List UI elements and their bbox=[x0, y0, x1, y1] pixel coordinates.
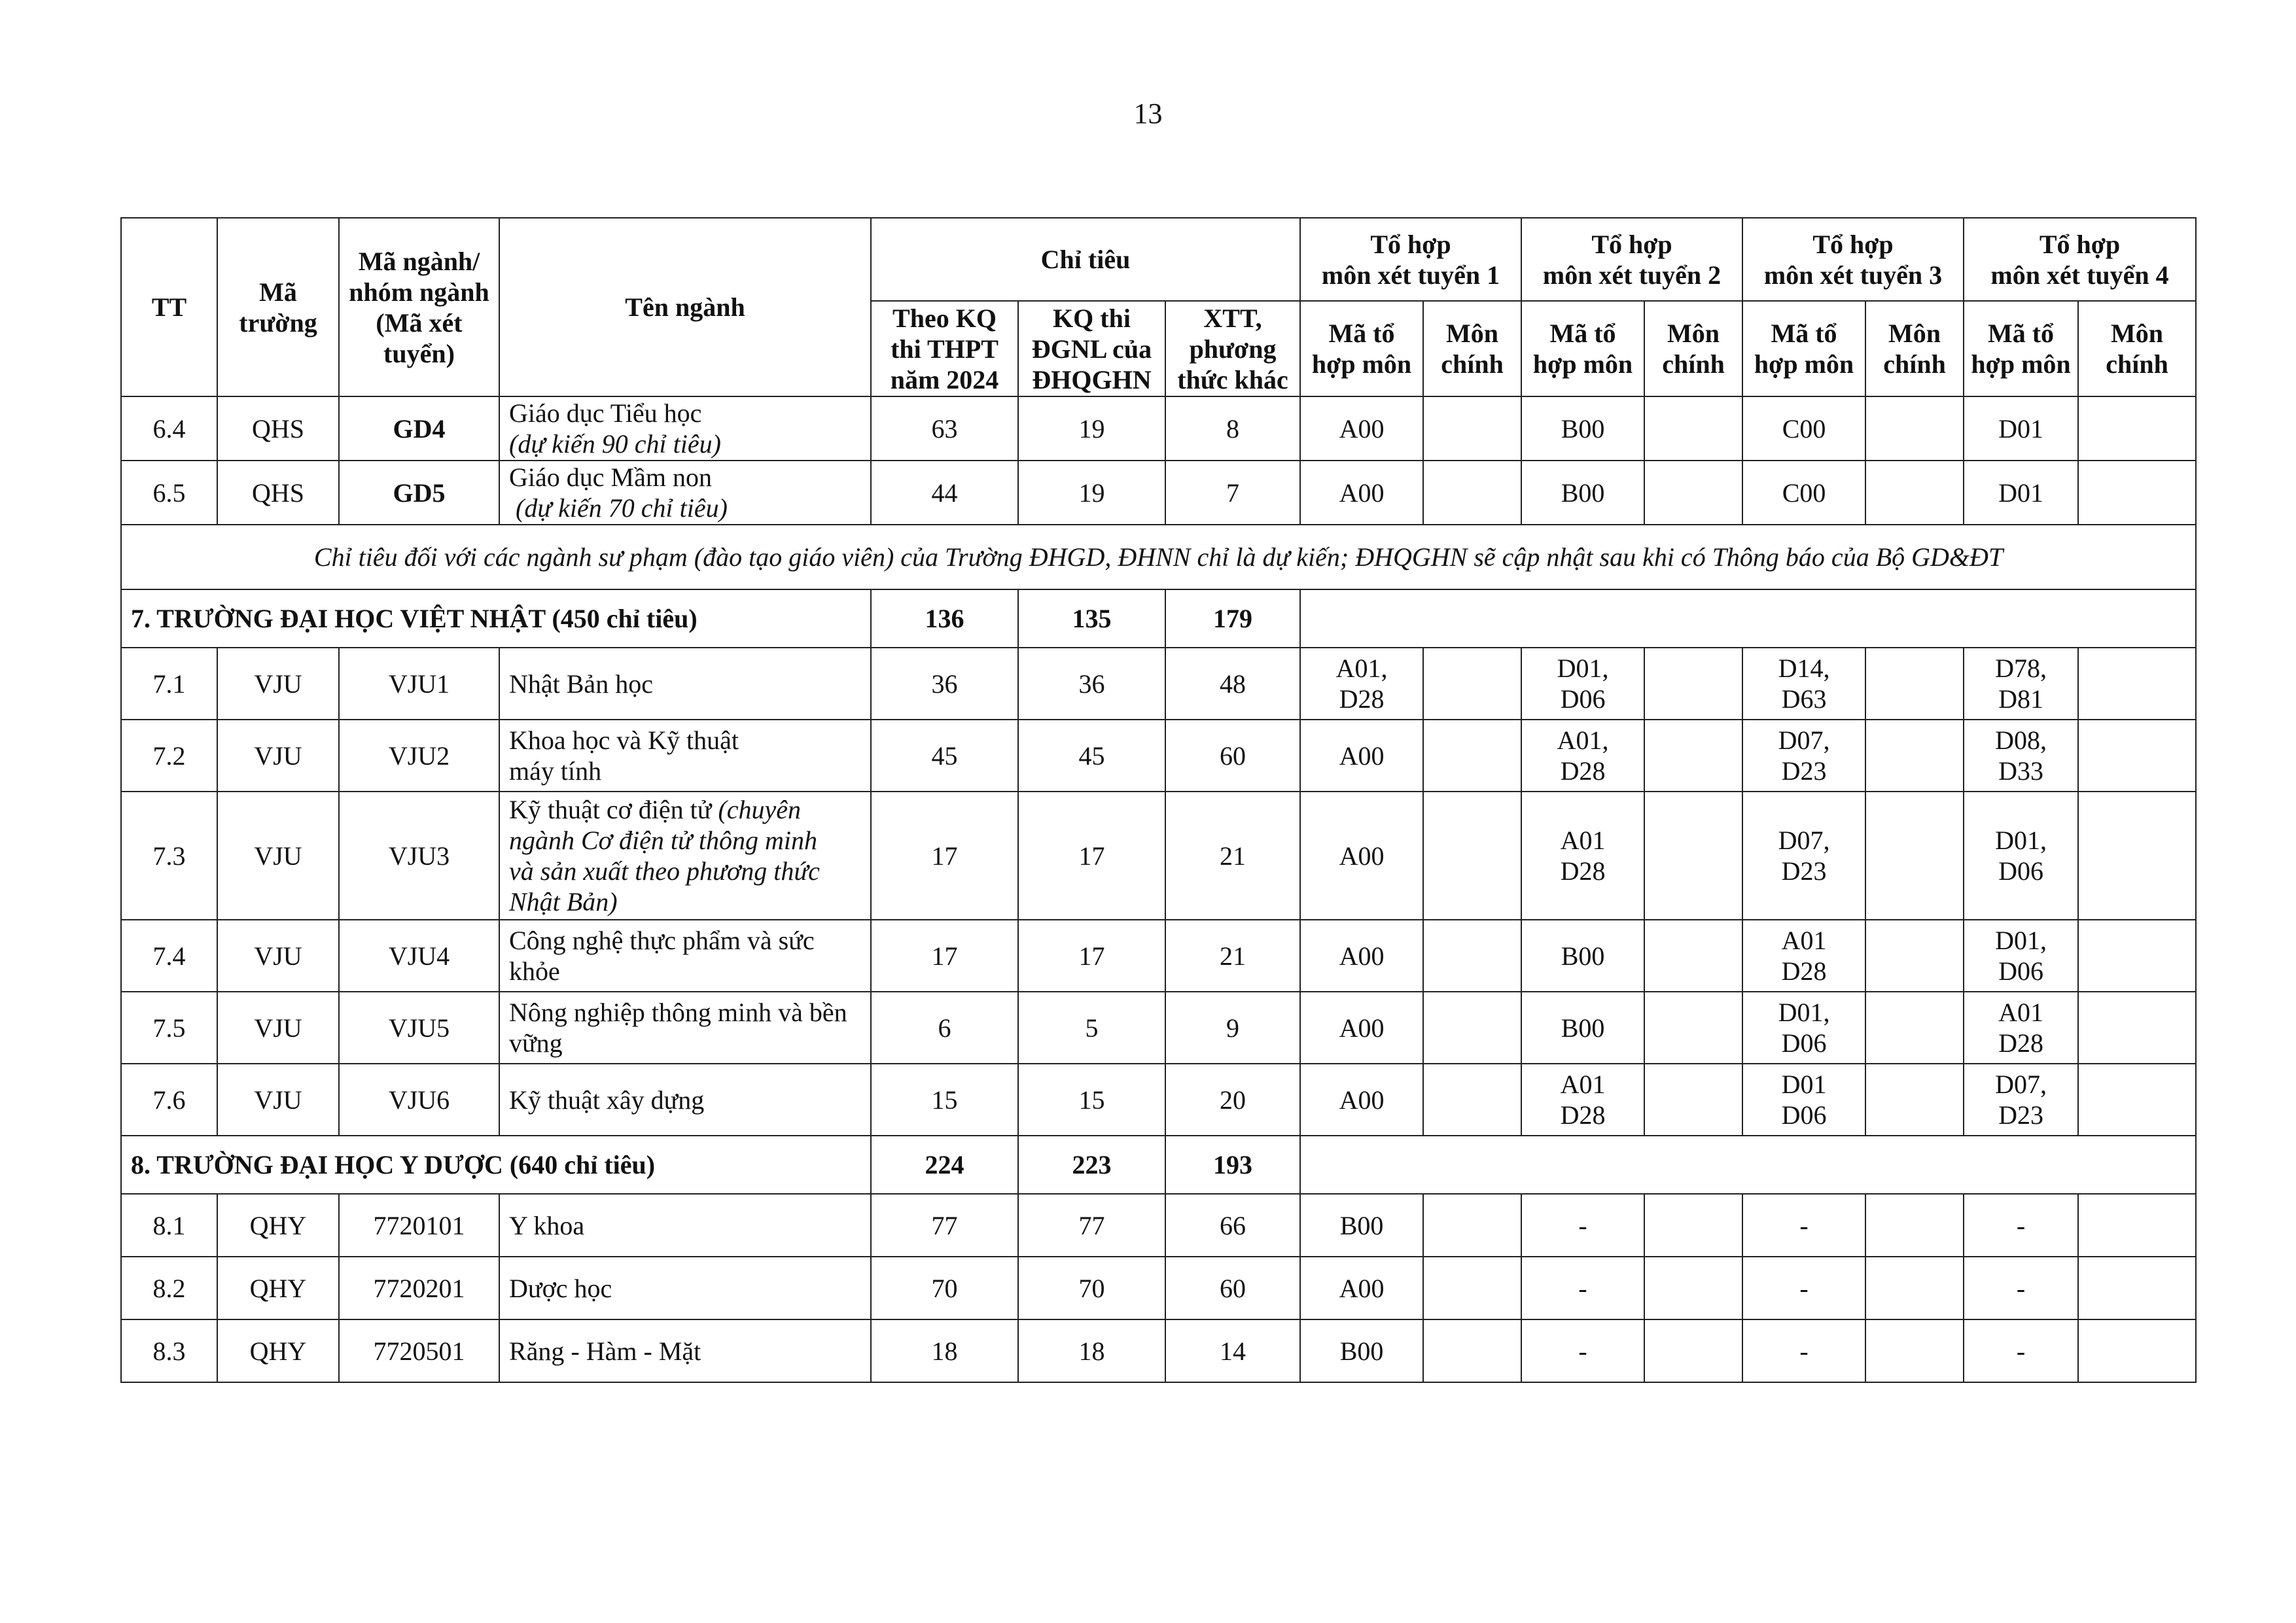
note-row bbox=[121, 525, 2196, 589]
table-row bbox=[121, 396, 2196, 461]
cell-truong: VJU bbox=[217, 920, 339, 992]
page-number: 13 bbox=[1133, 97, 1163, 130]
section-row bbox=[121, 589, 2196, 648]
cell-mon-chinh-3 bbox=[1865, 461, 1964, 525]
header-mon-chinh-1: Môn chính bbox=[1423, 301, 1521, 396]
header-to-hop-1: Tổ hợp môn xét tuyển 1 bbox=[1300, 218, 1521, 301]
section-row bbox=[121, 1136, 2196, 1194]
cell-ma-nganh: VJU4 bbox=[339, 920, 499, 992]
cell-mon-chinh-3 bbox=[1865, 920, 1964, 992]
header-xtt: XTT, phương thức khác bbox=[1165, 301, 1300, 396]
cell-ten-nganh: Giáo dục Mầm non (dự kiến 70 chỉ tiêu) bbox=[499, 461, 871, 525]
cell-to-hop-3: D14, D63 bbox=[1742, 648, 1865, 720]
cell-thpt: 77 bbox=[871, 1194, 1018, 1257]
cell-ten-nganh: Y khoa bbox=[499, 1194, 871, 1257]
cell-to-hop-4: - bbox=[1964, 1319, 2078, 1382]
cell-to-hop-1: A00 bbox=[1300, 461, 1423, 525]
header-ma-nganh: Mã ngành/ nhóm ngành (Mã xét tuyển) bbox=[339, 218, 499, 396]
cell-mon-chinh-2 bbox=[1644, 1064, 1742, 1136]
header-ten-nganh: Tên ngành bbox=[499, 218, 871, 396]
cell-mon-chinh-1 bbox=[1423, 792, 1521, 920]
cell-ma-nganh: GD4 bbox=[339, 396, 499, 461]
section-title: 7. TRƯỜNG ĐẠI HỌC VIỆT NHẬT (450 chỉ tiêu) bbox=[121, 589, 871, 648]
table-row bbox=[121, 648, 2196, 720]
cell-truong: VJU bbox=[217, 720, 339, 792]
cell-ten-nganh: Giáo dục Tiểu học (dự kiến 90 chỉ tiêu) bbox=[499, 396, 871, 461]
table-row bbox=[121, 1257, 2196, 1319]
quota-note: Chỉ tiêu đối với các ngành sư phạm (đào tạo giáo viên) của Trường ĐHGD, ĐHNN chỉ là dự kiến; ĐHQGHN sẽ cập nhật sau khi có Thông báo của Bộ GD&ĐT bbox=[121, 525, 2196, 589]
section-xtt: 179 bbox=[1165, 589, 1300, 648]
cell-to-hop-3: C00 bbox=[1742, 396, 1865, 461]
cell-ten-nganh: Kỹ thuật xây dựng bbox=[499, 1064, 871, 1136]
cell-mon-chinh-4 bbox=[2078, 396, 2196, 461]
cell-to-hop-2: - bbox=[1521, 1257, 1644, 1319]
cell-dgnl: 17 bbox=[1018, 920, 1165, 992]
cell-to-hop-4: D01 bbox=[1964, 396, 2078, 461]
cell-tt: 7.1 bbox=[121, 648, 217, 720]
cell-to-hop-3: C00 bbox=[1742, 461, 1865, 525]
cell-mon-chinh-2 bbox=[1644, 648, 1742, 720]
cell-truong: VJU bbox=[217, 648, 339, 720]
cell-truong: VJU bbox=[217, 792, 339, 920]
cell-thpt: 36 bbox=[871, 648, 1018, 720]
cell-to-hop-2: B00 bbox=[1521, 461, 1644, 525]
cell-to-hop-3: A01 D28 bbox=[1742, 920, 1865, 992]
header-ma-truong: Mã trường bbox=[217, 218, 339, 396]
cell-mon-chinh-2 bbox=[1644, 461, 1742, 525]
cell-to-hop-3: D07, D23 bbox=[1742, 792, 1865, 920]
header-theo-kq-thpt: Theo KQ thi THPT năm 2024 bbox=[871, 301, 1018, 396]
cell-to-hop-3: - bbox=[1742, 1257, 1865, 1319]
cell-ten-nganh: Công nghệ thực phẩm và sức khỏe bbox=[499, 920, 871, 992]
cell-mon-chinh-4 bbox=[2078, 461, 2196, 525]
admission-quota-table bbox=[120, 217, 2197, 1383]
cell-dgnl: 19 bbox=[1018, 396, 1165, 461]
cell-ten-nganh: Khoa học và Kỹ thuật máy tính bbox=[499, 720, 871, 792]
header-ma-to-hop-1: Mã tổ hợp môn bbox=[1300, 301, 1423, 396]
cell-to-hop-1: A00 bbox=[1300, 1257, 1423, 1319]
cell-mon-chinh-2 bbox=[1644, 1319, 1742, 1382]
cell-truong: QHY bbox=[217, 1257, 339, 1319]
cell-mon-chinh-4 bbox=[2078, 992, 2196, 1064]
header-kq-dgnl: KQ thi ĐGNL của ĐHQGHN bbox=[1018, 301, 1165, 396]
cell-mon-chinh-4 bbox=[2078, 1064, 2196, 1136]
cell-to-hop-1: A00 bbox=[1300, 792, 1423, 920]
table-row bbox=[121, 992, 2196, 1064]
cell-mon-chinh-1 bbox=[1423, 648, 1521, 720]
table-row bbox=[121, 1194, 2196, 1257]
cell-mon-chinh-4 bbox=[2078, 1319, 2196, 1382]
cell-thpt: 70 bbox=[871, 1257, 1018, 1319]
cell-thpt: 18 bbox=[871, 1319, 1018, 1382]
cell-to-hop-1: B00 bbox=[1300, 1319, 1423, 1382]
cell-xtt: 9 bbox=[1165, 992, 1300, 1064]
cell-to-hop-1: A00 bbox=[1300, 396, 1423, 461]
cell-mon-chinh-4 bbox=[2078, 648, 2196, 720]
cell-thpt: 17 bbox=[871, 792, 1018, 920]
cell-to-hop-3: D07, D23 bbox=[1742, 720, 1865, 792]
cell-to-hop-2: B00 bbox=[1521, 396, 1644, 461]
cell-mon-chinh-3 bbox=[1865, 396, 1964, 461]
cell-to-hop-3: - bbox=[1742, 1319, 1865, 1382]
table-row bbox=[121, 792, 2196, 920]
cell-tt: 8.3 bbox=[121, 1319, 217, 1382]
header-mon-chinh-3: Môn chính bbox=[1865, 301, 1964, 396]
cell-to-hop-2: A01 D28 bbox=[1521, 792, 1644, 920]
cell-dgnl: 77 bbox=[1018, 1194, 1165, 1257]
header-to-hop-2: Tổ hợp môn xét tuyển 2 bbox=[1521, 218, 1742, 301]
cell-mon-chinh-3 bbox=[1865, 992, 1964, 1064]
cell-to-hop-3: D01 D06 bbox=[1742, 1064, 1865, 1136]
cell-to-hop-4: A01 D28 bbox=[1964, 992, 2078, 1064]
section-dgnl: 135 bbox=[1018, 589, 1165, 648]
header-ma-to-hop-2: Mã tổ hợp môn bbox=[1521, 301, 1644, 396]
table-row bbox=[121, 461, 2196, 525]
header-to-hop-3: Tổ hợp môn xét tuyển 3 bbox=[1742, 218, 1964, 301]
cell-mon-chinh-2 bbox=[1644, 396, 1742, 461]
cell-tt: 6.4 bbox=[121, 396, 217, 461]
cell-mon-chinh-4 bbox=[2078, 1257, 2196, 1319]
cell-ma-nganh: 7720501 bbox=[339, 1319, 499, 1382]
cell-mon-chinh-1 bbox=[1423, 1319, 1521, 1382]
cell-ma-nganh: GD5 bbox=[339, 461, 499, 525]
cell-thpt: 63 bbox=[871, 396, 1018, 461]
cell-thpt: 6 bbox=[871, 992, 1018, 1064]
cell-to-hop-2: - bbox=[1521, 1194, 1644, 1257]
cell-truong: QHY bbox=[217, 1319, 339, 1382]
cell-truong: VJU bbox=[217, 1064, 339, 1136]
cell-thpt: 15 bbox=[871, 1064, 1018, 1136]
cell-to-hop-2: - bbox=[1521, 1319, 1644, 1382]
cell-to-hop-4: D01, D06 bbox=[1964, 920, 2078, 992]
cell-tt: 8.1 bbox=[121, 1194, 217, 1257]
cell-to-hop-1: A00 bbox=[1300, 992, 1423, 1064]
cell-dgnl: 45 bbox=[1018, 720, 1165, 792]
cell-mon-chinh-1 bbox=[1423, 461, 1521, 525]
cell-xtt: 48 bbox=[1165, 648, 1300, 720]
cell-ten-nganh: Răng - Hàm - Mặt bbox=[499, 1319, 871, 1382]
cell-xtt: 21 bbox=[1165, 920, 1300, 992]
section-thpt: 136 bbox=[871, 589, 1018, 648]
cell-dgnl: 70 bbox=[1018, 1257, 1165, 1319]
header-chi-tieu: Chỉ tiêu bbox=[871, 218, 1300, 301]
cell-mon-chinh-3 bbox=[1865, 1257, 1964, 1319]
cell-mon-chinh-1 bbox=[1423, 1257, 1521, 1319]
cell-xtt: 8 bbox=[1165, 396, 1300, 461]
cell-tt: 7.4 bbox=[121, 920, 217, 992]
section-xtt: 193 bbox=[1165, 1136, 1300, 1194]
cell-ma-nganh: VJU5 bbox=[339, 992, 499, 1064]
table-row bbox=[121, 1319, 2196, 1382]
cell-dgnl: 5 bbox=[1018, 992, 1165, 1064]
cell-to-hop-3: - bbox=[1742, 1194, 1865, 1257]
cell-ma-nganh: VJU6 bbox=[339, 1064, 499, 1136]
cell-mon-chinh-2 bbox=[1644, 920, 1742, 992]
cell-ma-nganh: VJU3 bbox=[339, 792, 499, 920]
cell-xtt: 21 bbox=[1165, 792, 1300, 920]
cell-to-hop-1: A00 bbox=[1300, 920, 1423, 992]
cell-tt: 6.5 bbox=[121, 461, 217, 525]
cell-to-hop-4: D08, D33 bbox=[1964, 720, 2078, 792]
cell-xtt: 7 bbox=[1165, 461, 1300, 525]
cell-mon-chinh-1 bbox=[1423, 920, 1521, 992]
cell-mon-chinh-2 bbox=[1644, 1257, 1742, 1319]
cell-to-hop-4: - bbox=[1964, 1257, 2078, 1319]
cell-mon-chinh-3 bbox=[1865, 792, 1964, 920]
cell-mon-chinh-3 bbox=[1865, 720, 1964, 792]
cell-to-hop-1: A00 bbox=[1300, 1064, 1423, 1136]
header-to-hop-4: Tổ hợp môn xét tuyển 4 bbox=[1964, 218, 2196, 301]
header-mon-chinh-4: Môn chính bbox=[2078, 301, 2196, 396]
cell-to-hop-2: A01 D28 bbox=[1521, 1064, 1644, 1136]
cell-thpt: 45 bbox=[871, 720, 1018, 792]
cell-to-hop-4: D07, D23 bbox=[1964, 1064, 2078, 1136]
cell-ten-nganh: Nhật Bản học bbox=[499, 648, 871, 720]
cell-mon-chinh-1 bbox=[1423, 1064, 1521, 1136]
cell-dgnl: 18 bbox=[1018, 1319, 1165, 1382]
cell-dgnl: 17 bbox=[1018, 792, 1165, 920]
cell-ten-nganh: Nông nghiệp thông minh và bền vững bbox=[499, 992, 871, 1064]
cell-ten-nganh: Kỹ thuật cơ điện tử (chuyên ngành Cơ điện tử thông minh và sản xuất theo phương thức Nhật Bản) bbox=[499, 792, 871, 920]
cell-truong: QHS bbox=[217, 461, 339, 525]
cell-tt: 7.3 bbox=[121, 792, 217, 920]
cell-ma-nganh: 7720201 bbox=[339, 1257, 499, 1319]
cell-mon-chinh-4 bbox=[2078, 1194, 2196, 1257]
cell-truong: VJU bbox=[217, 992, 339, 1064]
header-ma-to-hop-3: Mã tổ hợp môn bbox=[1742, 301, 1865, 396]
cell-mon-chinh-4 bbox=[2078, 920, 2196, 992]
cell-to-hop-2: B00 bbox=[1521, 992, 1644, 1064]
cell-xtt: 20 bbox=[1165, 1064, 1300, 1136]
cell-tt: 8.2 bbox=[121, 1257, 217, 1319]
cell-mon-chinh-1 bbox=[1423, 992, 1521, 1064]
cell-to-hop-3: D01, D06 bbox=[1742, 992, 1865, 1064]
cell-mon-chinh-2 bbox=[1644, 992, 1742, 1064]
section-blank bbox=[1300, 589, 2196, 648]
cell-mon-chinh-1 bbox=[1423, 1194, 1521, 1257]
cell-mon-chinh-1 bbox=[1423, 720, 1521, 792]
header-tt: TT bbox=[121, 218, 217, 396]
section-thpt: 224 bbox=[871, 1136, 1018, 1194]
cell-mon-chinh-3 bbox=[1865, 1194, 1964, 1257]
cell-tt: 7.6 bbox=[121, 1064, 217, 1136]
cell-to-hop-4: - bbox=[1964, 1194, 2078, 1257]
header-mon-chinh-2: Môn chính bbox=[1644, 301, 1742, 396]
cell-xtt: 14 bbox=[1165, 1319, 1300, 1382]
cell-thpt: 17 bbox=[871, 920, 1018, 992]
cell-xtt: 60 bbox=[1165, 720, 1300, 792]
table-row bbox=[121, 920, 2196, 992]
cell-mon-chinh-4 bbox=[2078, 720, 2196, 792]
cell-mon-chinh-2 bbox=[1644, 792, 1742, 920]
cell-to-hop-1: A01, D28 bbox=[1300, 648, 1423, 720]
cell-to-hop-2: D01, D06 bbox=[1521, 648, 1644, 720]
cell-ma-nganh: VJU2 bbox=[339, 720, 499, 792]
cell-to-hop-4: D01, D06 bbox=[1964, 792, 2078, 920]
cell-dgnl: 36 bbox=[1018, 648, 1165, 720]
cell-to-hop-2: B00 bbox=[1521, 920, 1644, 992]
cell-to-hop-1: A00 bbox=[1300, 720, 1423, 792]
cell-mon-chinh-3 bbox=[1865, 648, 1964, 720]
cell-to-hop-4: D78, D81 bbox=[1964, 648, 2078, 720]
cell-dgnl: 19 bbox=[1018, 461, 1165, 525]
cell-xtt: 66 bbox=[1165, 1194, 1300, 1257]
table-row bbox=[121, 1064, 2196, 1136]
section-dgnl: 223 bbox=[1018, 1136, 1165, 1194]
section-title: 8. TRƯỜNG ĐẠI HỌC Y DƯỢC (640 chỉ tiêu) bbox=[121, 1136, 871, 1194]
cell-mon-chinh-2 bbox=[1644, 1194, 1742, 1257]
section-blank bbox=[1300, 1136, 2196, 1194]
cell-to-hop-2: A01, D28 bbox=[1521, 720, 1644, 792]
cell-tt: 7.5 bbox=[121, 992, 217, 1064]
cell-mon-chinh-2 bbox=[1644, 720, 1742, 792]
cell-thpt: 44 bbox=[871, 461, 1018, 525]
cell-mon-chinh-4 bbox=[2078, 792, 2196, 920]
cell-truong: QHS bbox=[217, 396, 339, 461]
cell-to-hop-1: B00 bbox=[1300, 1194, 1423, 1257]
cell-ma-nganh: 7720101 bbox=[339, 1194, 499, 1257]
cell-to-hop-4: D01 bbox=[1964, 461, 2078, 525]
cell-tt: 7.2 bbox=[121, 720, 217, 792]
header-ma-to-hop-4: Mã tổ hợp môn bbox=[1964, 301, 2078, 396]
cell-ma-nganh: VJU1 bbox=[339, 648, 499, 720]
cell-mon-chinh-3 bbox=[1865, 1064, 1964, 1136]
cell-mon-chinh-3 bbox=[1865, 1319, 1964, 1382]
cell-mon-chinh-1 bbox=[1423, 396, 1521, 461]
cell-ten-nganh: Dược học bbox=[499, 1257, 871, 1319]
cell-dgnl: 15 bbox=[1018, 1064, 1165, 1136]
table-row bbox=[121, 720, 2196, 792]
cell-truong: QHY bbox=[217, 1194, 339, 1257]
cell-xtt: 60 bbox=[1165, 1257, 1300, 1319]
